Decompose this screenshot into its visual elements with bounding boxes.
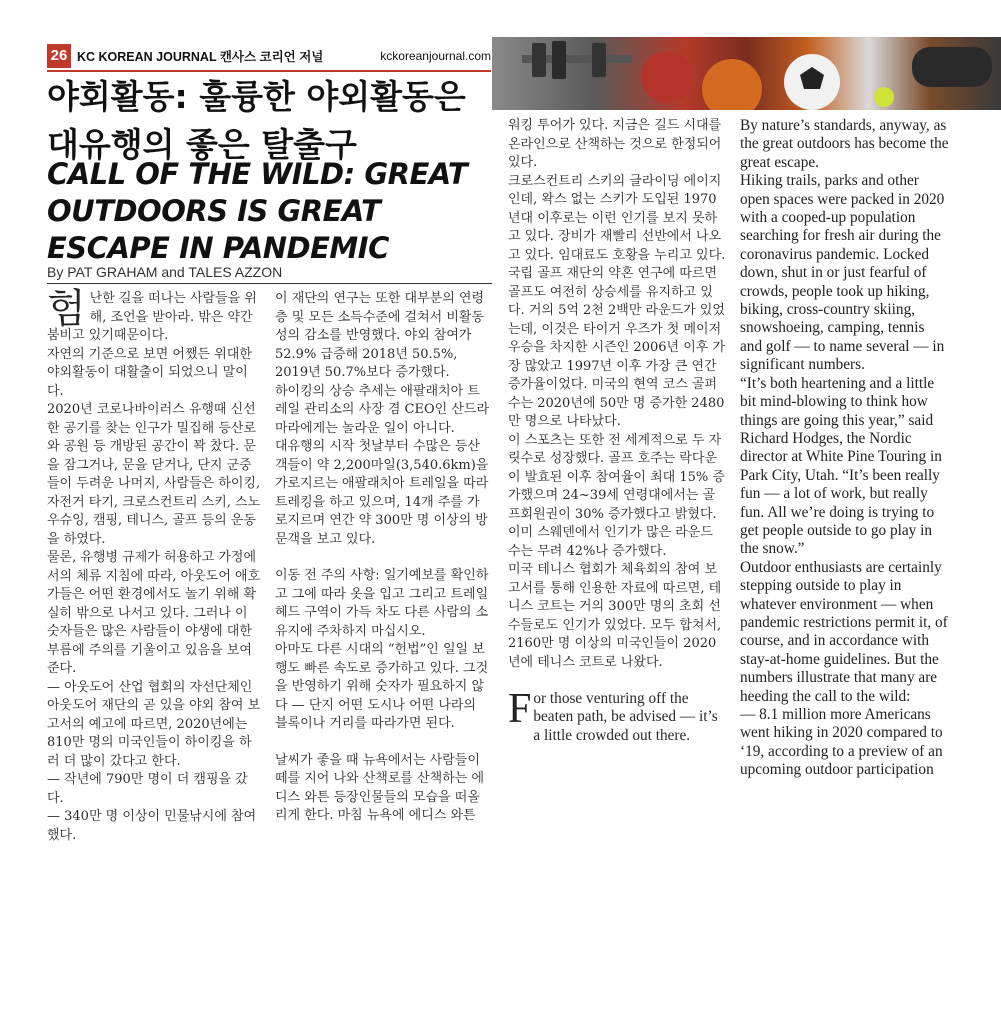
paragraph: 날씨가 좋을 때 뉴욕에서는 사람들이 떼를 지어 나와 산책로를 산책하는 에디스 와튼 등장인물들의 모습을 떠올리게 한다. 마침 뉴욕에 에디스 와튼 — [275, 752, 485, 823]
paragraph: “It’s both heartening and a little bit mind-blowing to think how things are going this year,” said Richard Hodges, the Nordic director at White Pine Touring in Park City, Utah. “It’s been really fun — a lot of work, but really fun. All we’re doing is trying to get people outside to go play in the snow.” — [740, 374, 942, 558]
byline-rule — [47, 283, 492, 284]
paragraph: — 8.1 million more Americans went hiking in 2020 compared to ‘19, according to a preview of an upcoming outdoor participation — [740, 706, 943, 779]
paragraph: Hiking trails, parks and other open spaces were packed in 2020 with a cooped-up population searching for fresh air during the coronavirus pandemic. Locked down, shut in or just fearful of crowds, people took up hiking, biking, cross-country skiing, snowshoeing, camping, tennis and golf — to name several — in significant numbers. — [740, 172, 945, 374]
english-headline: CALL OF THE WILD: GREAT OUTDOORS IS GREAT ESCAPE IN PANDEMIC — [47, 157, 468, 265]
header-rule — [47, 70, 491, 72]
paragraph: By nature’s standards, anyway, as the great outdoors has become the great escape. — [740, 117, 949, 171]
column-1 — [47, 286, 262, 845]
paragraph: 물론, 유행병 규제가 허용하고 가정에서의 체류 지침에 따라, 아웃도어 애호가들은 어떤 환경에서도 놀기 위해 확실히 밖으로 나서고 있다. 그러나 이 숫자들은 많은 사람들이 야생에 대한 부름에 주의를 기울이고 있음을 보여준다. — [47, 550, 261, 676]
byline: By PAT GRAHAM and TALES AZZON — [47, 264, 283, 280]
paragraph: — 340만 명 이상이 민물낚시에 참여했다. — [47, 809, 257, 843]
page-number: 26 — [47, 44, 71, 68]
korean-headline: 야회활동: 훌륭한 야외활동은 대유행의 좋은 탈출구 — [47, 77, 466, 164]
paragraph: 2020년 코로나바이러스 유행때 신선한 공기를 찾는 인구가 밀집해 등산로와 공원 등 개방된 공간이 꽉 찼다. 문을 잠그거나, 문을 닫거나, 단지 군중들이 두려운 나머지, 사람들은 하이킹, 자전거 타기, 크로스컨트리 스키, 스노우슈잉, 캠핑, 테니스, 골프 등의 운동을 하였다. — [47, 402, 261, 547]
site-url: kckoreanjournal.com — [380, 48, 491, 63]
paragraph: 험난한 길을 떠나는 사람들을 위해, 조언을 받아라. 밖은 약간 붐비고 있기때문이다. — [47, 286, 257, 343]
paragraph: 아마도 다른 시대의 “헌법”인 일일 보행도 빠른 속도로 증가하고 있다. 그것을 반영하기 위해 숫자가 필요하지 않다 — 단지 어떤 도시나 어떤 나라의 블록이나 거리를 따라가면 된다. — [275, 642, 489, 731]
paragraph: 크로스컨트리 스키의 글라이딩 에이지인데, 왁스 없는 스키가 도입된 1970년대 이후로는 이런 인기를 보지 못하고 있다. 장비가 재빨리 선반에서 나오고 있다. 임대료도 호황을 누리고 있다. — [508, 173, 726, 263]
paragraph: 워킹 투어가 있다. 지금은 길드 시대를 온라인으로 산책하는 것으로 한정되어 있다. — [508, 118, 722, 170]
sports-equipment-illustration — [492, 37, 1001, 110]
paragraph: 국립 골프 재단의 약혼 연구에 따르면 골프도 여전히 상승세를 유지하고 있다. 거의 5억 2천 2백만 라운드가 있었는데, 이것은 타이거 우즈가 첫 메이저 우승을 차지한 시즌인 2006년 이후 가장 많았고 1997년 이후 가장 큰 연간 증가율이었다. 미국의 현역 코스 골퍼 수는 2020년에 50만 명 증가한 2480만 명으로 나타났다. — [508, 266, 725, 429]
paragraph: 이 스포츠는 또한 전 세계적으로 두 자릿수로 성장했다. 골프 호주는 락다운이 발효된 이후 참여율이 최대 15% 증가했으며 24~39세 연령대에서는 골프회원권이 30% 증가했다고 밝혔다. — [508, 432, 725, 522]
paragraph: 이동 전 주의 사항: 일기예보를 확인하고 그에 따라 옷을 입고 그리고 트레일헤드 구역이 가득 차도 다른 사람의 소유지에 주차하지 마십시오. — [275, 568, 489, 639]
paragraph-gap — [275, 549, 490, 567]
page-header — [47, 43, 491, 68]
paragraph: 미국 테니스 협회가 체육회의 참여 보고서를 통해 인용한 자료에 따르면, 테니스 코트는 거의 300만 명의 초회 선수들로도 인기가 있었다. 모두 합쳐서, 2160만 명 이상의 미국인들이 2020년에 테니스 코트로 나왔다. — [508, 562, 722, 670]
paragraph: Outdoor enthusiasts are certainly stepping outside to play in whatever environment — when pandemic restrictions permit it, of course, and in accordance with stay-at-home guidelines. But the numbers illustrate that many are heeding the call to the wild: — [740, 558, 948, 705]
english-lead-paragraph: For those venturing off the beaten path, be advised — it’s a little crowded out there. — [508, 686, 718, 744]
paragraph: — 아웃도어 산업 협회의 자선단체인 아웃도어 재단의 곧 있을 야외 참여 보고서의 예고에 따르면, 2020년에는 810만 명의 미국인들이 하이킹을 하러 더 많이 갔다고 한다. — [47, 679, 261, 769]
paragraph: 대유행의 시작 첫날부터 수많은 등산객들이 약 2,200마일(3,540.6km)을 가로지르는 애팔래치아 트레일을 따라 트레킹을 하고 있으며, 14개 주를 가로지르며 연간 약 300만 명 이상의 방문객을 보고 있다. — [275, 439, 489, 547]
paragraph: — 작년에 790만 명이 더 캠핑을 갔다. — [47, 772, 248, 806]
drop-cap: 험 — [47, 286, 86, 332]
paragraph: 이 재단의 연구는 또한 대부분의 연령층 및 모든 소득수준에 걸쳐서 비활동성의 감소를 반영했다. 야외 참여가 52.9% 급증해 2018년 50.5%, 2019년 50.7%보다 증가했다. — [275, 291, 485, 380]
paragraph: 하이킹의 상승 추세는 애팔래치아 트레일 관리소의 사장 겸 CEO인 산드라 마라에게는 놀라운 일이 아니다. — [275, 383, 490, 436]
paper-name: KC KOREAN JOURNAL 캔사스 코리언 저널 — [77, 49, 324, 64]
paragraph: 이미 스웨덴에서 인기가 많은 라운드 수는 무려 42%나 증가했다. — [508, 525, 713, 559]
column-3 — [508, 117, 726, 745]
paragraph-gap — [275, 734, 490, 752]
column-2 — [275, 290, 490, 826]
paragraph: 자연의 기준으로 보면 어쨌든 위대한 야외활동이 대활출이 되었으니 말이다. — [47, 346, 252, 399]
sports-equipment-photo — [492, 37, 1001, 110]
column-4 — [740, 117, 950, 780]
drop-cap: F — [508, 686, 532, 732]
paragraph-gap — [508, 672, 726, 690]
